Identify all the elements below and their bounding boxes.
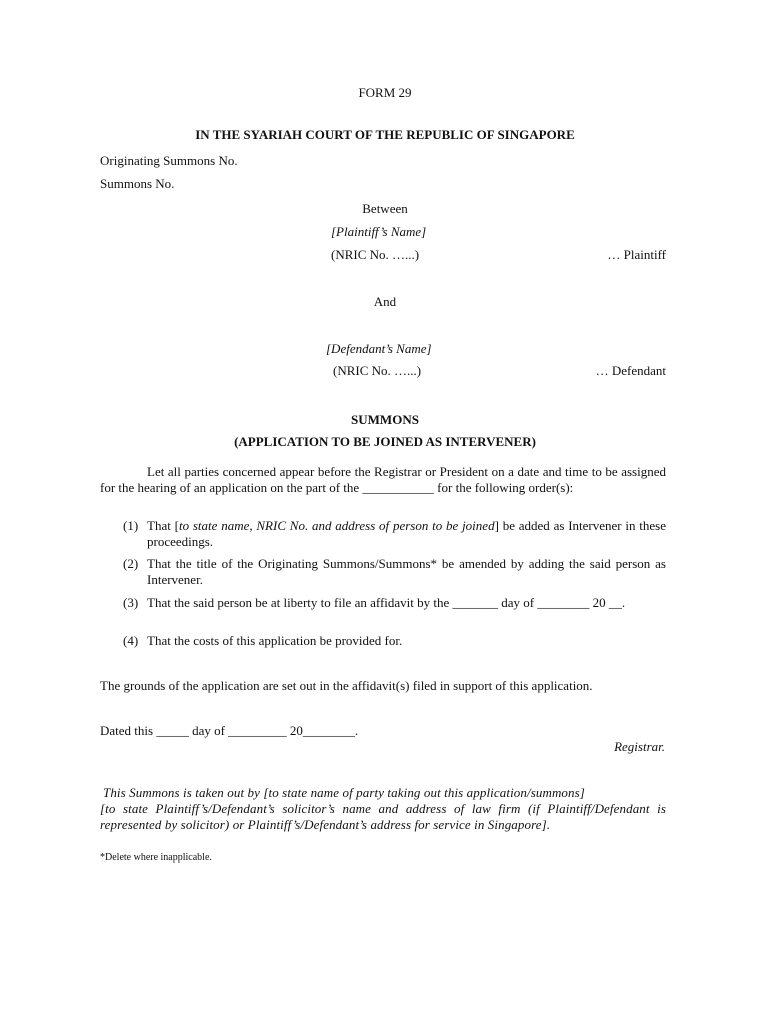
- summons-heading: SUMMONS: [351, 412, 419, 427]
- intro-paragraph: Let all parties concerned appear before the Registrar or President on a date and time to be assigned for the hearing of an application on the part of the ___________ for the following order(s):: [100, 464, 666, 495]
- order-number: (2): [123, 556, 139, 571]
- order-3: [123, 595, 666, 611]
- footer-taken-out-by: This Summons is taken out by [to state name of party taking out this application/summons]: [103, 785, 585, 800]
- plaintiff-name: [Plaintiff’s Name]: [331, 224, 427, 239]
- order-1: [123, 518, 666, 550]
- plaintiff-role: … Plaintiff: [607, 247, 666, 262]
- originating-summons-label: Originating Summons No.: [100, 153, 238, 168]
- order-2: [123, 556, 666, 588]
- order-text: That the said person be at liberty to file an affidavit by the _______ day of ________ 20 __.: [147, 595, 626, 610]
- order-text: That the title of the Originating Summons/Summons* be amended by adding the said person as Intervener.: [147, 556, 666, 587]
- defendant-role: … Defendant: [595, 363, 666, 378]
- order-number: (1): [123, 518, 139, 533]
- order-text: That [to state name, NRIC No. and address of person to be joined] be added as Intervener in these proceedings.: [147, 518, 667, 549]
- grounds-statement: The grounds of the application are set out in the affidavit(s) filed in support of this application.: [100, 678, 593, 693]
- plaintiff-nric: (NRIC No. …...): [331, 247, 420, 262]
- order-number: (3): [123, 595, 139, 610]
- application-heading: (APPLICATION TO BE JOINED AS INTERVENER): [234, 434, 536, 449]
- summons-no-label: Summons No.: [100, 176, 175, 191]
- between-label: Between: [362, 201, 408, 216]
- order-4: [123, 633, 666, 649]
- order-text: That the costs of this application be provided for.: [147, 633, 403, 648]
- footer-solicitor: [to state Plaintiff’s/Defendant’s solicitor’s name and address of law firm (if Plaintiff/Defendant is represented by solicitor) or Plaintiff’s/Defendant’s address for service in Singapore].: [100, 801, 666, 832]
- defendant-name: [Defendant’s Name]: [326, 341, 432, 356]
- and-label: And: [373, 294, 397, 309]
- registrar-signature: Registrar.: [614, 739, 665, 754]
- form-number: FORM 29: [358, 85, 412, 100]
- defendant-nric: (NRIC No. …...): [333, 363, 422, 378]
- order-number: (4): [123, 633, 139, 648]
- dated-line: Dated this _____ day of _________ 20________.: [100, 723, 359, 738]
- court-title: IN THE SYARIAH COURT OF THE REPUBLIC OF SINGAPORE: [195, 127, 575, 142]
- footnote: *Delete where inapplicable.: [100, 852, 212, 863]
